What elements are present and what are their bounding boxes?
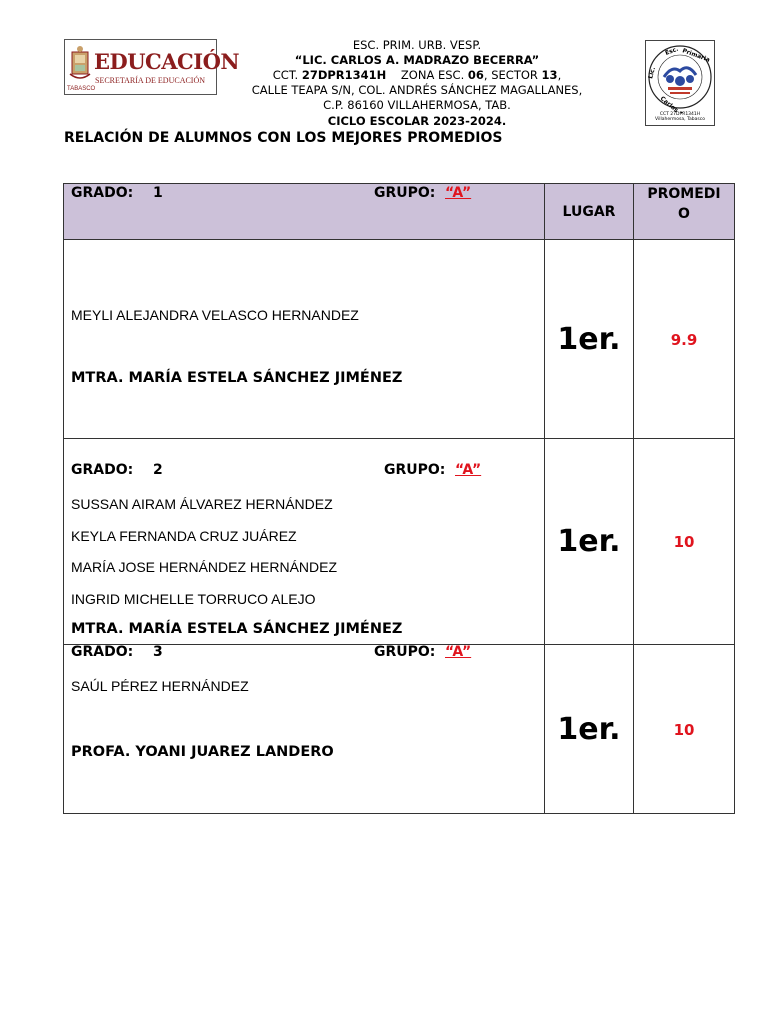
zona-label: ZONA ESC. [400,68,465,82]
school-postal: C.P. 86160 VILLAHERMOSA, TAB. [323,98,511,112]
seal-cct: CCT 27DPR1341H Villahermosa, Tabasco [655,112,705,122]
row-3-promedio: 10 [634,645,735,814]
table-header-row [64,184,735,240]
teacher-name: PROFA. YOANI JUAREZ LANDERO [71,744,334,760]
school-cycle: CICLO ESCOLAR 2023-2024. [327,114,507,128]
school-address: CALLE TEAPA S/N, COL. ANDRÉS SÁNCHEZ MAGALLANES, [251,83,583,97]
promedio-header: PROMEDI O [634,184,735,240]
grado-label: GRADO: [71,462,134,478]
grado-value: 1 [153,185,163,201]
logo-state: TABASCO [67,86,96,92]
coat-of-arms-icon [68,44,92,88]
grado-value: 2 [153,462,163,478]
student-name: MEYLI ALEJANDRA VELASCO HERNANDEZ [71,307,359,323]
school-codes: CCT. 27DPR1341H ZONA ESC. 06, SECTOR 13, [272,68,562,82]
grupo-value: “A” [445,644,472,660]
row-1-lugar: 1er. [545,240,634,439]
row-3-info [64,645,545,814]
school-name: “LIC. CARLOS A. MADRAZO BECERRA” [294,53,540,67]
grupo-label: GRUPO: [374,185,436,201]
grupo-label: GRUPO: [384,462,446,478]
lugar-header: LUGAR [545,184,634,240]
zona-value: 06 [467,68,484,82]
ranking-table [63,183,735,814]
row-1-promedio: 9.9 [634,240,735,439]
logo-brand-text: EDUCACIÓN [94,49,240,74]
grado-label: GRADO: [71,644,134,660]
grupo-value: “A” [455,462,482,478]
student-name: SUSSAN AIRAM ÁLVAREZ HERNÁNDEZ [71,496,333,512]
grado-label: GRADO: [71,185,134,201]
student-name: MARÍA JOSE HERNÁNDEZ HERNÁNDEZ [71,559,338,575]
grupo-value: “A” [445,185,472,201]
table-row [64,645,735,814]
svg-text:Lic.: Lic. [647,66,657,80]
row-2-promedio: 10 [634,439,735,645]
table-row [64,439,735,645]
school-type: ESC. PRIM. URB. VESP. [352,38,482,52]
student-name: SAÚL PÉREZ HERNÁNDEZ [71,678,249,694]
teacher-name: MTRA. MARÍA ESTELA SÁNCHEZ JIMÉNEZ [71,370,403,386]
teacher-name: MTRA. MARÍA ESTELA SÁNCHEZ JIMÉNEZ [71,621,403,637]
header-grado-grupo [64,184,545,240]
sector-value: 13 [541,68,558,82]
table-row [64,240,735,439]
row-2-info [64,439,545,645]
grupo-label: GRUPO: [374,644,436,660]
logo-subtitle: SECRETARÍA DE EDUCACIÓN [95,76,206,85]
svg-text:Primaria: Primaria [681,47,711,64]
school-seal [645,40,715,126]
row-2-lugar: 1er. [545,439,634,645]
sector-label: SECTOR [491,68,538,82]
grado-value: 3 [153,644,163,660]
education-logo [64,39,240,95]
page-title: RELACIÓN DE ALUMNOS CON LOS MEJORES PROMEDIOS [64,130,503,146]
student-name: INGRID MICHELLE TORRUCO ALEJO [71,591,316,607]
school-seal-icon [646,41,714,113]
row-3-lugar: 1er. [545,645,634,814]
svg-text:Esc.: Esc. [664,45,680,57]
row-1-info [64,240,545,439]
cct-value: 27DPR1341H [301,68,387,82]
cct-label: CCT. [272,68,299,82]
student-name: KEYLA FERNANDA CRUZ JUÁREZ [71,528,297,544]
